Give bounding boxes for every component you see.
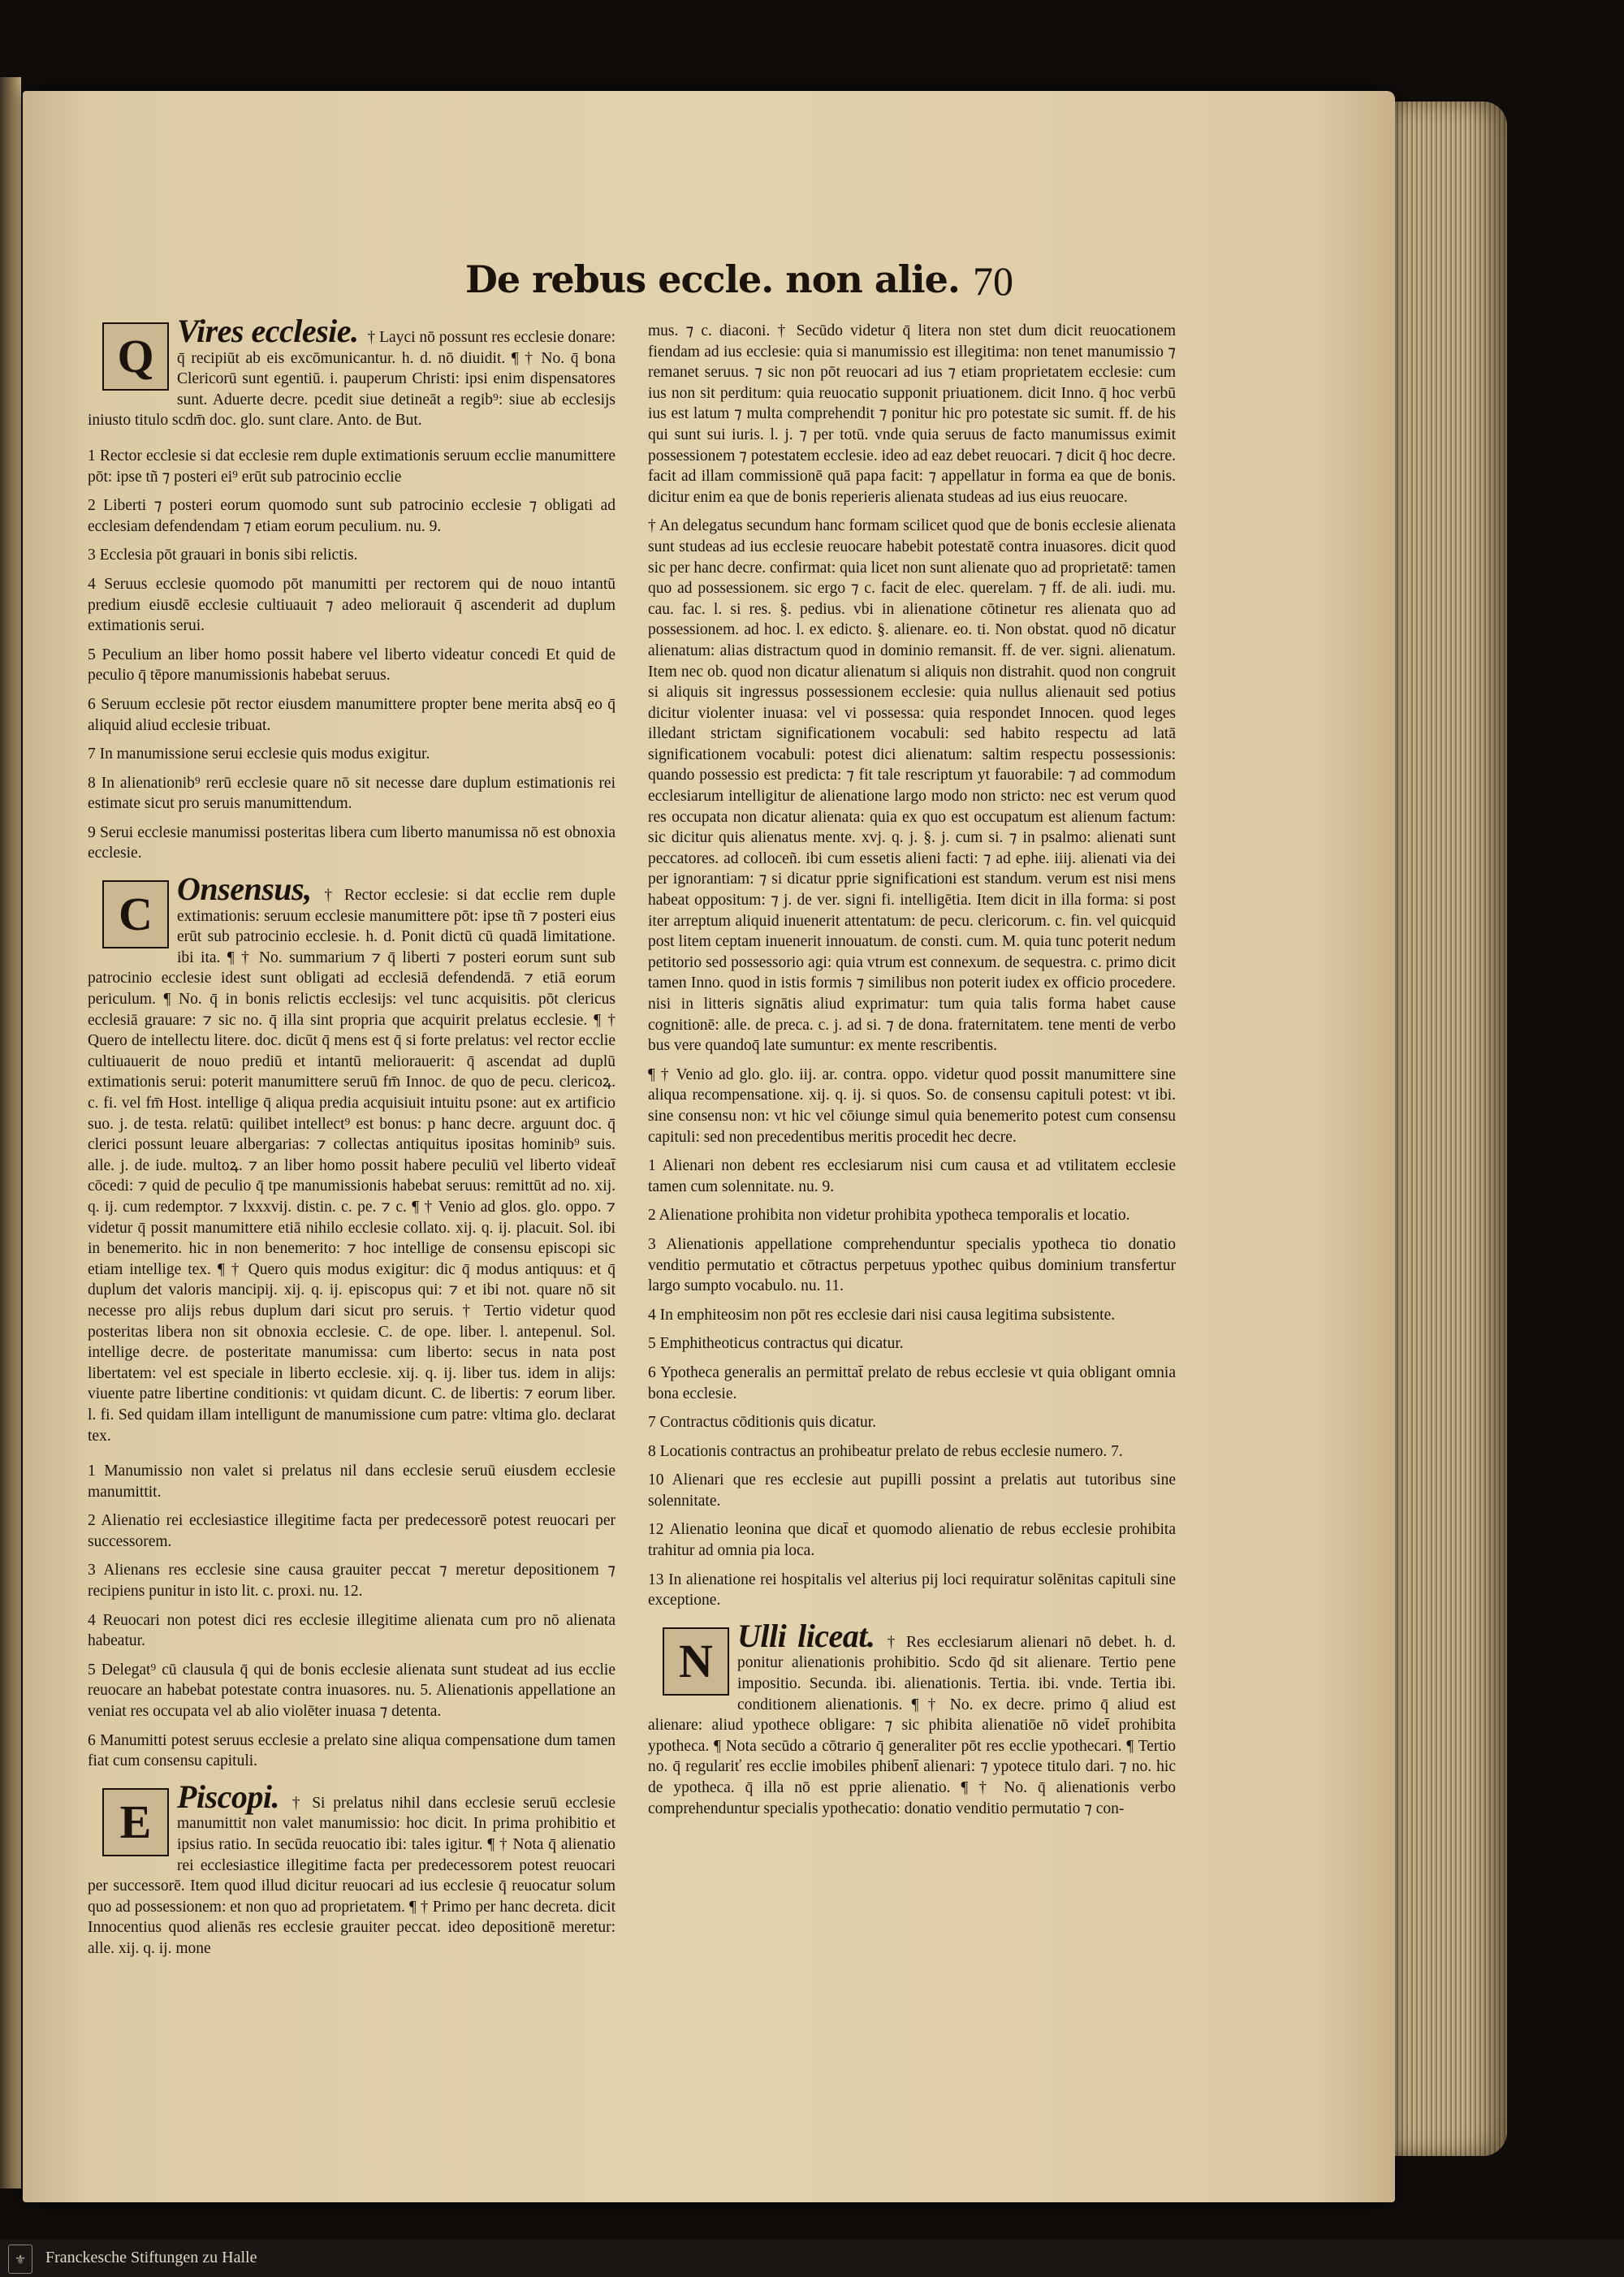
summary-list [88, 1461, 615, 1772]
folio-number: 70 [973, 258, 1013, 304]
summary-item: 5 Peculium an liber homo possit habere vel liberto videatur concedi Et quid de peculio q̄ tēpore manumissionis habebat seruus. [88, 646, 615, 685]
book-fore-edge [1385, 102, 1507, 2156]
institution-name: Franckesche Stiftungen zu Halle [45, 2249, 257, 2266]
left-column [88, 313, 615, 1974]
summary-item: 4 Seruus ecclesie quomodo pōt manumitti per rectorem qui de nouo intantū predium eiusdē ecclesie cultiuauit ⁊ adeo meliorauit q̄ ascenderit ad duplum extimationis serui. [88, 575, 615, 635]
right-column [648, 321, 1176, 1834]
summary-item: 8 In alienationib⁹ rerū ecclesie quare nō sit necesse dare duplum estimationis rei estimate sicut pro seruis manumittendum. [88, 774, 615, 813]
decorated-initial: C [102, 880, 169, 948]
decorated-initial: Q [102, 322, 169, 391]
summary-item: 6 Seruum ecclesie pōt rector eiusdem manumittere propter bene merita absq̄ eo q̄ aliquid aliud ecclesie tribuat. [88, 695, 615, 734]
section-lemma: Vires ecclesie. [177, 313, 359, 349]
summary-item: 13 In alienatione rei hospitalis vel alterius pij loci requiratur solēnitas capituli sine exceptione. [648, 1571, 1176, 1609]
commentary-paragraph: ¶ † Venio ad glo. glo. iij. ar. contra. oppo. videtur quod possit manumittere sine aliqua recompensatione. xij. q. ij. si quos. So. de consensu capituli potest: vt ibi. sine consensu non: vt hic vel cōiunge simul quia benemerito potest cum consensu capituli: sed non precedentibus meritis procedit hec decre. [648, 1065, 1176, 1146]
running-head [408, 257, 1139, 322]
previous-page-edge [0, 77, 21, 2188]
book-page [23, 91, 1395, 2202]
summary-item: 2 Liberti ⁊ posteri eorum quomodo sunt sub patrocinio ecclesie ⁊ obligati ad ecclesiam defendendam ⁊ etiam eorum peculium. nu. 9. [88, 497, 615, 535]
summary-item: 7 Contractus cōditionis quis dicatur. [648, 1414, 877, 1432]
summary-item: 7 In manumissione serui ecclesie quis modus exigitur. [88, 745, 430, 763]
summary-item: 6 Ypotheca generalis an permittat̄ prelato de rebus ecclesie vt quia obligant omnia bona ecclesie. [648, 1363, 1176, 1402]
summary-item: 9 Serui ecclesie manumissi posteritas libera cum liberto manumissa nō est obnoxia ecclesie. [88, 823, 615, 862]
summary-item: 2 Alienatione prohibita non videtur prohibita ypotheca temporalis et locatio. [648, 1207, 1130, 1225]
summary-item: 5 Delegat⁹ cū clausula q̄ qui de bonis ecclesie alienata sunt studeat ad ius ecclie reuocare an habebat potestate contra inuasores. nu. 5. Alienationis appellatione an veniat res occupata vel ab alio violēter inuasa ⁊ detenta. [88, 1661, 615, 1721]
section-text: † Si prelatus nihil dans ecclesie seruū ecclesie manumittit non valet manumissio: hoc dicit. In prima prohibitio et ipsius ratio. In secūda reuocatio ibi: tales igitur. ¶ † Nota q̄ alienatio rei ecclesiastice illegitime facta per predecessorem potest reuocari per successorē. Item quod illud dicitur reuocari ad ius ecclesie q̄ reuocatur solum quo ad possessionem: et non quo ad proprietatem. ¶ † Primo per hanc decreta. dicit Innocentius quod alienās res ecclesie grauiter peccat. ideo depositionē meretur: alle. xij. q. ij. mone [88, 1794, 615, 1957]
summary-item: 3 Alienans res ecclesie sine causa grauiter peccat ⁊ meretur depositionem ⁊ recipiens punitur in isto lit. c. proxi. nu. 12. [88, 1562, 615, 1601]
section-lemma: Onsensus, [177, 871, 312, 908]
opening-section [88, 313, 615, 431]
footer-bar [0, 2240, 1624, 2277]
summary-item: 5 Emphitheoticus contractus qui dicatur. [648, 1335, 904, 1353]
summary-item: 4 In emphiteosim non pōt res ecclesie dari nisi causa legitima subsistente. [648, 1306, 1116, 1324]
section-text: † Rector ecclesie: si dat ecclie rem duple extimationis: seruum ecclesie manumittere pōt: ipse tñ ⁊ posteri eius erūt sub patrocinio ecclesie. h. d. Ponit dictū cū quadā limitatione. ibi ita. ¶ † No. summarium ⁊ q̄ liberti ⁊ posteri eorum sunt sub patrocinio ecclesie idest sunt obligati ad ecclesiā defendendā. ⁊ etiā eorum periculum. ¶ No. q̄ in bonis relictis ecclesijs: vel tunc acquisitis. pōt clericus ecclesiā grauare: ⁊ sic no. q̄ illa sint propria que acquirit prelatus ecclesie. ¶ † Quero de intellectu litere. doc. dicūt q̄ mens est q̄ si forte prelatus: vel rector ecclie cultiuauerit de nouo prediū et intantū meliorauerit: q̄ ascendat ad duplū extimationis serui: poterit manumittere seruū fm̄ Innoc. de quo de pecu. clericoꝝ. c. fi. vel fm̄ Host. intellige q̄ aliqua predia acquisiuit intuitu psone: aut ex artificio suo. j. de testa. relatū: quilibet intellect⁹ est bonus: p hanc decre. arguunt doc. q̄ clerici possunt leuare albergarias: ⁊ collectas antiquitus ipositas hominib⁹ suis. alle. j. de iude. multoꝝ. ⁊ an liber homo possit habere peculiū vel liberto videat̄ cōcedi: ⁊ quid de peculio q̄ tpe manumissionis habebat seruus: remittūt ad no. xij. q. ij. cum redemptor. ⁊ lxxxvij. distin. c. pe. ⁊ c. ¶ † Venio ad glos. glo. oppo. ⁊ videtur q̄ possit manumittere etiā nihilo ecclesie collato. xij. q. ij. placuit. Sol. ibi in benemerito. hic in non benemerito: ⁊ hoc intellige de consensu episcopi sic etiam intellige tex. ¶ † Quero quis modus exigitur: dic q̄ modus antiquus: et q̄ duplum det valoris mancipij. xij. q. ij. episcopus qui: ⁊ et ibi not. quare nō sit necesse pro alijs rebus duplum dari sicut pro seruis. † Tertio videtur quod posteritas libera non sit obnoxia ecclesie. C. de ope. liber. l. antepenul. Sol. intellige decre. de posteritate manumissa: cum liberto: secus in nata post libertatem: vel est speciale in liberto ecclesie. xij. q. ij. liber tus. idem in alijs: viuente patre libertine conditionis: vt quidam dicunt. C. de libertis: ⁊ eorum liber. l. fi. Sed quidam illam intelligunt de manumissione cum patre: vltima glo. declarat tex. [88, 887, 615, 1445]
summary-item: 3 Ecclesia pōt grauari in bonis sibi relictis. [88, 547, 358, 564]
summary-item: 3 Alienationis appellatione comprehenduntur specialis ypotheca tio donatio venditio permutatio et cōtractus perpetuus ypothec quibus dominium transfertur largo sumpto vocabulo. nu. 11. [648, 1235, 1176, 1295]
episcopi-section [88, 1778, 615, 1959]
section-lemma: Ulli liceat. [737, 1617, 875, 1654]
nulli-section [648, 1617, 1177, 1819]
summary-item: 6 Manumitti potest seruus ecclesie a prelato sine aliqua compensatione dum tamen fiat cum consensu capituli. [88, 1731, 615, 1770]
summary-item: 10 Alienari que res ecclesie aut pupilli possint a prelatis aut tutoribus sine solennitate. [648, 1471, 1176, 1510]
commentary-paragraph: mus. ⁊ c. diaconi. † Secūdo videtur q̄ litera non stet dum dicit reuocationem fiendam ad ius ecclesie: quia si manumissio est illegitima: non tenet manumissio ⁊ remanet seruus. ⁊ sic non pōt reuocari ad ius ⁊ etiam proprietatem ecclesie: cum ius non sit perditum: quia reuocatio supponit priuationem. dicit Inno. q̄ hoc verbū ius est latum ⁊ multa comprehendit ⁊ ponitur hic pro potestate sic sumit. ff. de his qui sunt sui iuris. l. j. ⁊ per totū. vnde quia seruus de facto manumissus eximit possessionem ⁊ potestatem ecclesie. ideo ad eaz debet reuocari. ⁊ dicit q̄ hoc decre. facit ad illam commissionē quā papa facit: ⁊ appellatur in forma ea que de bonis. dicitur enim ea que de bonis reperieris alienata studeas ad ius eius reuocare. [648, 322, 1176, 506]
consensus-section [88, 871, 615, 1446]
summary-list [88, 446, 615, 864]
summary-item: 1 Alienari non debent res ecclesiarum nisi cum causa et ad vtilitatem ecclesie tamen cum solennitate. nu. 9. [648, 1157, 1176, 1195]
institution-logo-icon: ⚜ [8, 2245, 32, 2274]
section-text: † Res ecclesiarum alienari nō debet. h. d. ponitur alienationis prohibitio. Scdo q̄d sit alienare. Tertio pene impositio. Secunda. ibi. alienationis. Tertia. ibi. vnde. Tertia ibi. conditionem alienationis. ¶ † No. ex decre. primo q̄ aliud est alienare: aliud ypothece obligare: ⁊ sic phibita alienatiōe nō videt̄ prohibita ypotheca. ¶ Nota secūdo a cōtrario q̄ generaliter pōt res ecclie ypothecari. ¶ Tertio no. q̄ regulariť res ecclie imobiles phibent̄ alienari: ⁊ ypotece titulo dari. ⁊ no. hic de ypotheca. q̄ illa nō est pprie alienatio. ¶ † No. q̄ alienationis verbo comprehenduntur specialis ypothecatio: donatio venditio permutatio ⁊ con- [648, 1633, 1177, 1817]
summary-item: 4 Reuocari non potest dici res ecclesie illegitime alienata cum pro nō alienata habeatur. [88, 1611, 615, 1650]
summary-list [648, 1156, 1176, 1611]
page-text-area [88, 257, 1176, 2028]
summary-item: 12 Alienatio leonina que dicat̄ et quomodo alienatio de rebus ecclesie prohibita trahitur ad omnia pia loca. [648, 1521, 1176, 1560]
running-title: De rebus eccle. non alie. [465, 257, 960, 301]
section-text: † Layci nō possunt res ecclesie donare: q̄ recipiūt ab eis excōmunicantur. h. d. nō diuidit. ¶ † No. q̄ bona Clericorū sunt egentiū. i. pauperum Christi: ipsi enim dispensatores sunt. Aduerte decre. pcedit siue detineāt a regib⁹: siue ab ecclesijs iniusto titulo scdm̄ doc. glo. sunt clare. Anto. de But. [88, 329, 615, 430]
summary-item: 2 Alienatio rei ecclesiastice illegitime facta per predecessorē potest reuocari per successorem. [88, 1512, 615, 1550]
decorated-initial: E [102, 1788, 169, 1856]
summary-item: 8 Locationis contractus an prohibeatur prelato de rebus ecclesie numero. 7. [648, 1442, 1123, 1460]
summary-item: 1 Manumissio non valet si prelatus nil dans ecclesie seruū eiusdem ecclesie manumittit. [88, 1463, 615, 1501]
decorated-initial: N [663, 1627, 729, 1696]
commentary-paragraph: † An delegatus secundum hanc formam scilicet quod que de bonis ecclesie alienata sunt studeas ad ius ecclesie reuocare habebit potestatē contra inuasores. dicit quod sic per hanc decre. confirmat: quia licet non sunt alienate quo ad proprietatē: tamen quo ad possessionem. sic ergo ⁊ c. facit de elec. querelam. ⁊ ff. de ali. iudi. mu. cau. fac. l. si res. §. pedius. vbi in alienatione cōtinetur res alienata quo ad possessionem. ad hoc. l. ex edicto. §. alienare. eo. ti. Non obstat. quod nō dicatur alienatum: alias distractum quod in dominio remansit. ff. de ver. signi. alienatum. Item nec ob. quod non dicatur alienatum si aliquis non distrahit. quod non congruit si aliquis sit ingressus possessionem ecclesie: quia nullus alienauit sed potius dicitur violenter inuasa: vel vi possessa: quia respondet Innocen. quod leges illedant strictam significationem vocabuli: sed habito respectu ad latā significationem vocabuli: potest dici alienatum: saltim respectu possessionis: quando possessio est predicta: ⁊ fit tale rescriptum yt fauorabile: ⁊ ad commodum ecclesiarum intelligitur de alienatione largo modo non stricto: nec est verum quod res occupata non dicatur alienata: quia ex quo est occupatum est alienum factum: sic dicitur quis alienatus mente. xvj. q. j. §. j. cum si. ⁊ in psalmo: alienati sunt peccatores. ad colloceñ. ibi cum essetis alieni facti: ⁊ ad ephe. iiij. alienati via dei per ignorantiam: ⁊ si dicatur pprie significationi est standum. verum est nisi mens habeat oppositum: ⁊ j. de ver. signi fi. intelligētia. Item dicit in illa forma: si post iter arreptum aliquid inuenerit attentatum: de pecu. clericorum. c. fin. vel quicquid post litem ceptam inuenerit innouatum. de consti. cum. M. quia tunc poterit nedum petitorio sed possessorio agi: quia vtrum est connexum. de sequestra. c. primo dicit tamen Inno. quod in istis formis ⁊ similibus non poterit iudex ex officio procedere. nisi in litteris signātis aliud exprimatur: tum quia talis forma habet cause cognitionē: alle. de preca. c. j. ad si. ⁊ de dona. fraternitatem. tene menti de verbo bus vere quandoq̄ late sumuntur: ex mente rescribentis. [648, 517, 1176, 1055]
section-lemma: Piscopi. [177, 1778, 279, 1815]
summary-item: 1 Rector ecclesie si dat ecclesie rem duple extimationis seruum ecclie manumittere pōt: ipse tñ ⁊ posteri ei⁹ erūt sub patrocinio ecclie [88, 447, 615, 486]
